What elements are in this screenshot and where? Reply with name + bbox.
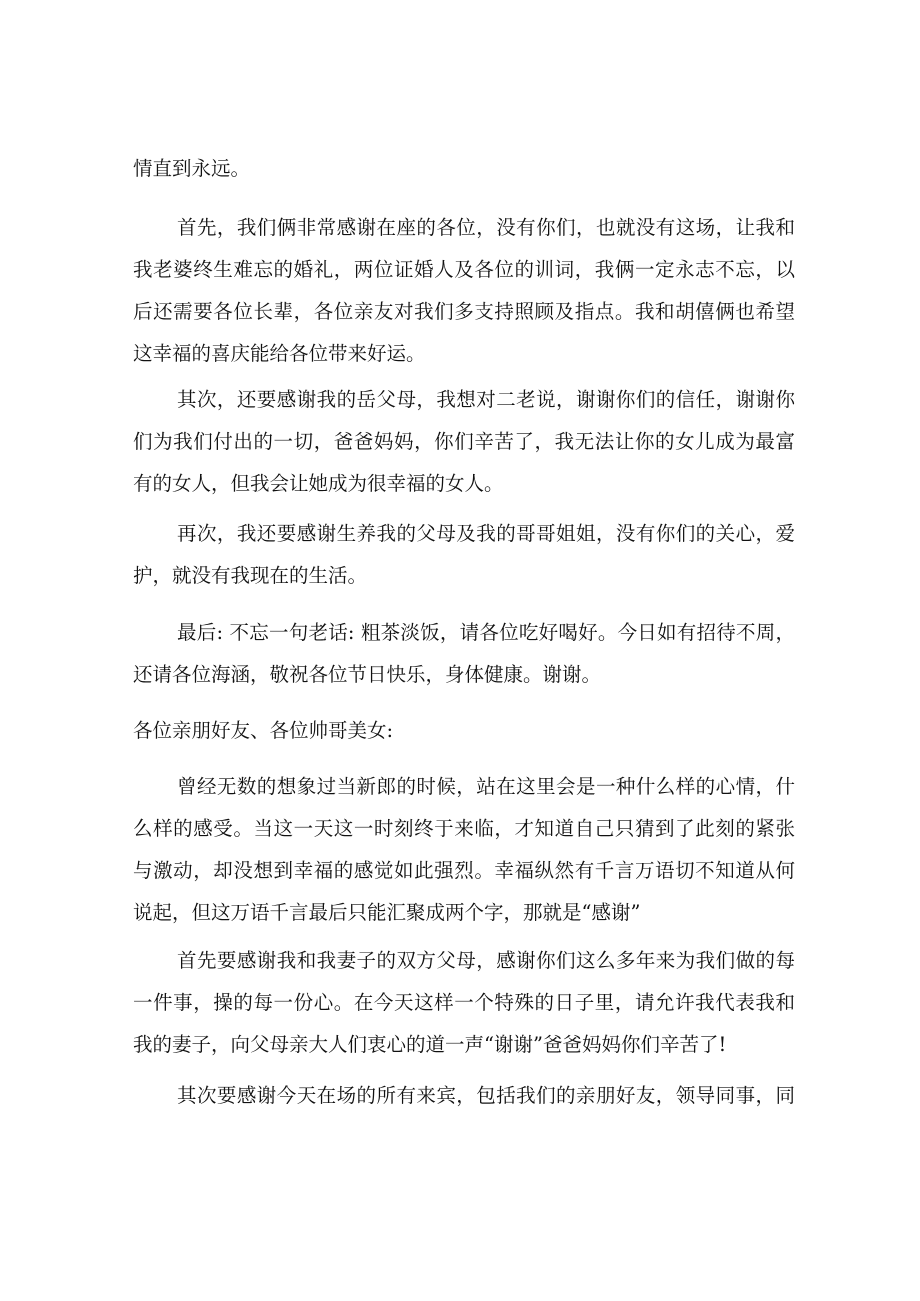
paragraph-finally	[133, 612, 795, 696]
text-line: 我老婆终生难忘的婚礼，两位证婚人及各位的训词，我俩一定永志不忘，以	[133, 258, 795, 281]
paragraph-thanks-guests	[133, 207, 795, 375]
text-line: 这幸福的喜庆能给各位带来好运。	[133, 342, 426, 365]
text-line: 首先，我们俩非常感谢在座的各位，没有你们，也就没有这场，让我和	[177, 216, 795, 239]
text-line: 一件事，操的每一份心。在今天这样一个特殊的日子里，请允许我代表我和	[133, 991, 795, 1014]
text-line: 有的女人，但我会让她成为很幸福的女人。	[133, 472, 504, 495]
text-line: 其次要感谢今天在场的所有来宾，包括我们的亲朋好友，领导同事，同	[177, 1084, 795, 1107]
paragraph-thanks-parents	[133, 513, 795, 597]
salutation	[133, 710, 795, 752]
text-line: 最后: 不忘一句老话: 粗茶淡饭，请各位吃好喝好。今日如有招待不周，	[177, 621, 795, 644]
text-line: 首先要感谢我和我妻子的双方父母，感谢你们这么多年来为我们做的每	[177, 949, 795, 972]
text-line: 情直到永远。	[133, 157, 251, 180]
paragraph-closing-fragment	[133, 148, 795, 190]
paragraph-thanks-attendees	[133, 1075, 795, 1117]
text-line: 曾经无数的想象过当新郎的时候，站在这里会是一种什么样的心情，什	[177, 775, 795, 798]
text-line: 说起，但这万语千言最后只能汇聚成两个字，那就是“感谢”	[133, 901, 641, 924]
text-line: 后还需要各位长辈，各位亲友对我们多支持照顾及指点。我和胡僖俩也希望	[133, 300, 795, 323]
paragraph-thanks-in-laws	[133, 379, 795, 505]
text-line: 护，就没有我现在的生活。	[133, 564, 368, 587]
text-line: 其次，还要感谢我的岳父母，我想对二老说，谢谢你们的信任，谢谢你	[177, 388, 795, 411]
text-line: 与激动，却没想到幸福的感觉如此强烈。幸福纵然有千言万语切不知道从何	[133, 859, 795, 882]
paragraph-groom-feelings	[133, 766, 795, 934]
text-line: 还请各位海涵，敬祝各位节日快乐，身体健康。谢谢。	[133, 663, 602, 686]
text-line: 我的妻子，向父母亲大人们衷心的道一声“谢谢”爸爸妈妈你们辛苦了!	[133, 1033, 727, 1056]
text-line: 么样的感受。当这一天这一时刻终于来临，才知道自己只猜到了此刻的紧张	[133, 817, 795, 840]
text-line: 再次，我还要感谢生养我的父母及我的哥哥姐姐，没有你们的关心，爱	[177, 522, 795, 545]
paragraph-thanks-both-parents	[133, 940, 795, 1066]
text-line: 各位亲朋好友、各位帅哥美女:	[133, 719, 394, 742]
text-line: 们为我们付出的一切，爸爸妈妈，你们辛苦了，我无法让你的女儿成为最富	[133, 430, 795, 453]
